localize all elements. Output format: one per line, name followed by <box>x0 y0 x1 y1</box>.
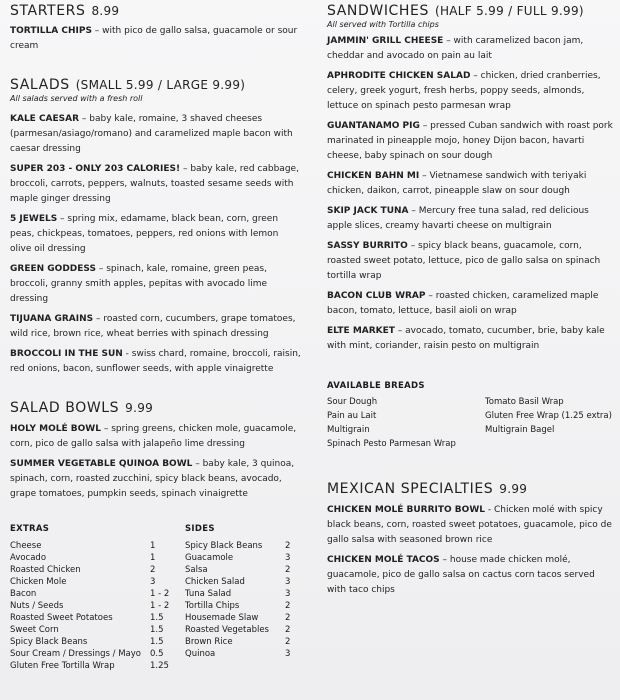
menu-item: CHICKEN MOLÉ BURRITO BOWL - Chicken molé with spicy black beans, corn, roasted sweet potatoes, guacamole, pico de gallo salsa with seasoned brown rice <box>327 505 612 545</box>
table-row: Chicken Salad 3 <box>185 577 291 587</box>
table-row: Bacon 1 - 2 <box>10 589 170 599</box>
list-item: Multigrain Bagel <box>485 425 555 435</box>
salads-price: (SMALL 5.99 / LARGE 9.99) <box>75 78 246 92</box>
menu-item: TIJUANA GRAINS – roasted corn, cucumbers, grape tomatoes, wild rice, brown rice, wheat berries with spinach dressing <box>10 314 296 339</box>
breads-title: AVAILABLE BREADS <box>327 381 425 391</box>
salads-note: All salads served with a fresh roll <box>10 94 143 103</box>
menu-item: CHICKEN MOLÉ TACOS – house made chicken molé, guacamole, pico de gallo salsa on cactus corn tacos served with taco chips <box>327 555 595 595</box>
sides-title: SIDES <box>185 524 215 534</box>
table-row: Guacamole 3 <box>185 553 291 563</box>
starters-price: 8.99 <box>91 4 120 18</box>
salads-section <box>10 77 302 382</box>
menu-item: SASSY BURRITO – spicy black beans, guacamole, corn, roasted sweet potato, lettuce, pico de gallo salsa on spinach tortilla wrap <box>327 241 601 281</box>
table-row: Roasted Vegetables 2 <box>185 625 291 635</box>
table-row: Tuna Salad 3 <box>185 589 291 599</box>
sandwiches-note: All served with Tortilla chips <box>327 20 439 29</box>
menu-item: SUMMER VEGETABLE QUINOA BOWL – baby kale, 3 quinoa, spinach, corn, roasted zucchini, spicy black beans, avocado, grape tomatoes, pumpkin seeds, spinach vinaigrette <box>10 459 295 499</box>
table-row: Sweet Corn 1.5 <box>10 625 164 635</box>
list-item: Spinach Pesto Parmesan Wrap <box>327 439 456 449</box>
list-item: Gluten Free Wrap (1.25 extra) <box>485 411 612 421</box>
table-row: Brown Rice 2 <box>185 637 291 647</box>
starters-section <box>10 3 302 59</box>
salads-title: SALADS (SMALL 5.99 / LARGE 9.99) <box>10 77 246 93</box>
table-row: Roasted Chicken 2 <box>10 565 156 575</box>
mexican-title: MEXICAN SPECIALTIES 9.99 <box>327 481 528 497</box>
menu-item: GUANTANAMO PIG – pressed Cuban sandwich with roast pork marinated in pineapple mojo, honey Dijon bacon, havarti cheese, baby spinach on sour dough <box>327 121 613 161</box>
menu-item: TORTILLA CHIPS – with pico de gallo salsa, guacamole or sour cream <box>10 26 298 51</box>
menu-item: SKIP JACK TUNA – Mercury free tuna salad, red delicious apple slices, creamy havarti cheese on multigrain <box>327 206 589 231</box>
menu-item: BACON CLUB WRAP – roasted chicken, caramelized maple bacon, tomato, lettuce, basil aioli on wrap <box>327 291 599 316</box>
menu-item: KALE CAESAR – baby kale, romaine, 3 shaved cheeses (parmesan/asiago/romano) and caramelized maple bacon with caesar dressing <box>10 114 293 154</box>
menu-item: GREEN GODDESS – spinach, kale, romaine, green peas, broccoli, granny smith apples, pepitas with avocado lime dressing <box>10 264 268 304</box>
table-row: Quinoa 3 <box>185 649 291 659</box>
table-row: Avocado 1 <box>10 553 156 563</box>
salad-bowls-price: 9.99 <box>125 401 154 415</box>
breads-section <box>327 380 613 449</box>
menu-item: BROCCOLI IN THE SUN - swiss chard, romaine, broccoli, raisin, red onions, bacon, sunflower seeds, with apple vinaigrette <box>10 349 301 374</box>
table-row: Gluten Free Tortilla Wrap 1.25 <box>10 661 169 671</box>
list-item: Tomato Basil Wrap <box>485 397 564 407</box>
list-item: Pain au Lait <box>327 411 377 421</box>
list-item: Sour Dough <box>327 397 378 407</box>
menu-item: 5 JEWELS – spring mix, edamame, black bean, corn, green peas, chickpeas, tomatoes, peppers, red onions with lemon olive oil dressing <box>10 214 279 254</box>
menu-item: HOLY MOLÉ BOWL – spring greens, chicken mole, guacamole, corn, pico de gallo salsa with jalapeño lime dressing <box>10 424 297 449</box>
extras-table <box>10 523 180 672</box>
mexican-section <box>327 481 613 603</box>
table-row: Housemade Slaw 2 <box>185 613 291 623</box>
starters-title: STARTERS 8.99 <box>10 3 120 19</box>
table-row: Salsa 2 <box>185 565 291 575</box>
table-row: Cheese 1 <box>10 541 156 551</box>
menu-item: JAMMIN' GRILL CHEESE – with caramelized bacon jam, cheddar and avocado on pain au lait <box>327 36 584 61</box>
salad-bowls-section <box>10 400 302 507</box>
salad-bowls-title: SALAD BOWLS 9.99 <box>10 400 154 416</box>
sides-table <box>185 523 302 660</box>
table-row: Spicy Black Beans 1.5 <box>10 637 164 647</box>
mexican-price: 9.99 <box>499 482 528 496</box>
menu-item: SUPER 203 - ONLY 203 CALORIES! – baby kale, red cabbage, broccoli, carrots, peppers, walnuts, toasted sesame seeds with maple ginger dressing <box>10 164 299 204</box>
sandwiches-price: (HALF 5.99 / FULL 9.99) <box>434 4 584 18</box>
table-row: Nuts / Seeds 1 - 2 <box>10 601 170 611</box>
menu-item: APHRODITE CHICKEN SALAD – chicken, dried cranberries, celery, greek yogurt, fresh herbs, poppy seeds, almonds, lettuce on spinach pesto parmesan wrap <box>327 71 601 111</box>
breads-col-2 <box>485 395 612 437</box>
table-row: Sour Cream / Dressings / Mayo 0.5 <box>10 649 164 659</box>
breads-col-1 <box>327 395 456 451</box>
table-row: Spicy Black Beans 2 <box>185 541 291 551</box>
extras-title: EXTRAS <box>10 524 50 534</box>
list-item: Multigrain <box>327 425 370 435</box>
menu-item: CHICKEN BAHN MI – Vietnamese sandwich with teriyaki chicken, daikon, carrot, pineapple slaw on sour dough <box>327 171 587 196</box>
sandwiches-section <box>327 3 613 359</box>
table-row: Chicken Mole 3 <box>10 577 156 587</box>
sandwiches-title: SANDWICHES (HALF 5.99 / FULL 9.99) <box>327 3 584 19</box>
menu-item: ELTE MARKET – avocado, tomato, cucumber, brie, baby kale with mint, coriander, raisin pesto on multigrain <box>327 326 605 351</box>
table-row: Tortilla Chips 2 <box>185 601 291 611</box>
table-row: Roasted Sweet Potatoes 1.5 <box>10 613 164 623</box>
